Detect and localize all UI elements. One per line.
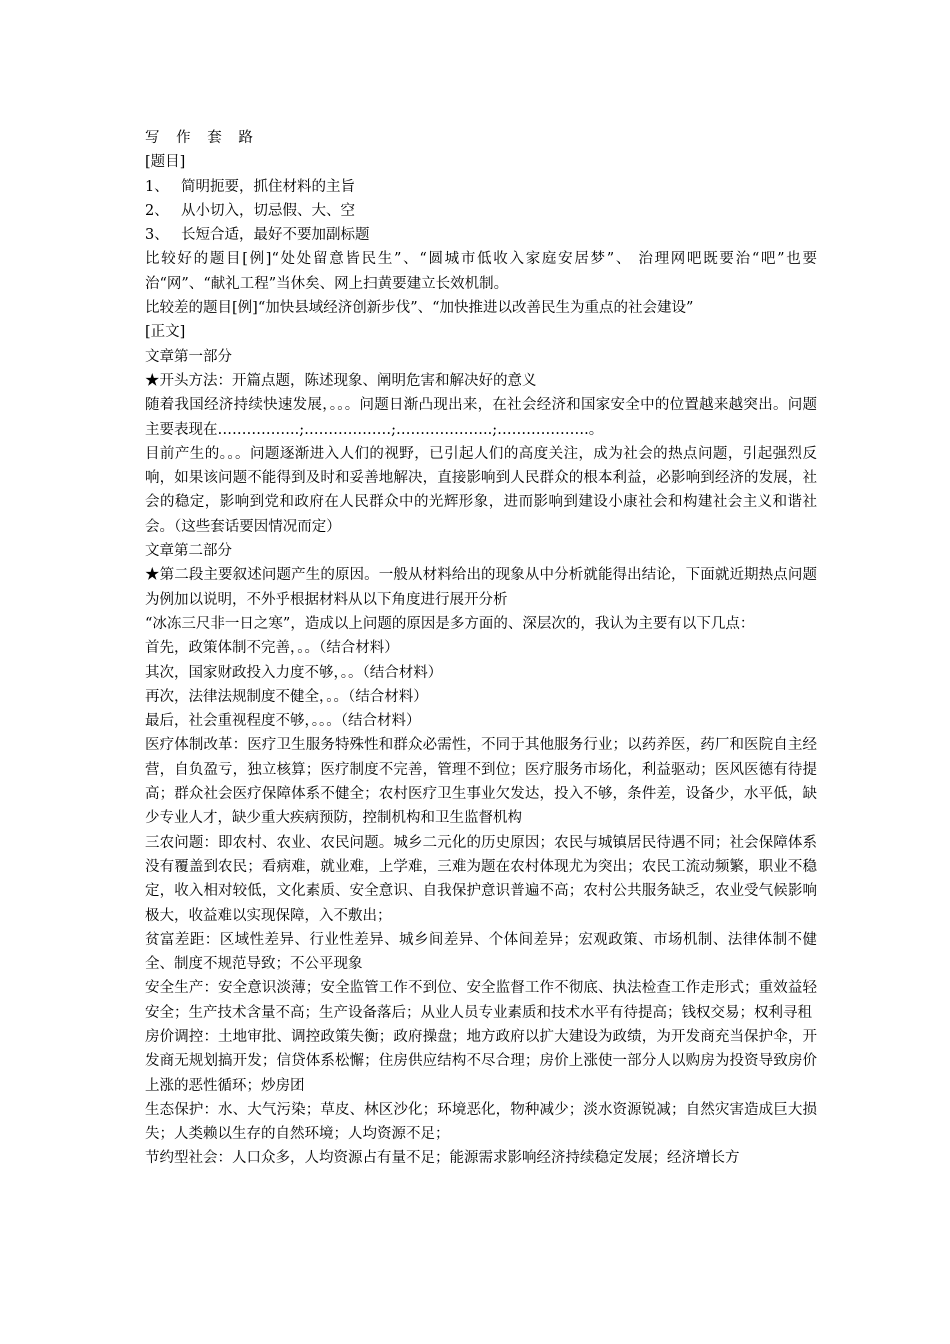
document-title: 写 作 套 路 — [145, 130, 259, 146]
list-number: 3、 — [145, 227, 169, 244]
bad-title-examples: 比较差的题目[例]“加快县域经济创新步伐”、“加快推进以改善民生为重点的社会建设” — [145, 300, 694, 317]
document-body — [145, 126, 817, 1171]
topic-three-rural: 三农问题：即农村、农业、农民问题。城乡二元化的历史原因；农民与城镇居民待遇不同；社会保障体系没有覆盖到农民；看病难，就业难，上学难，三难为题在农村体现尤为突出；农民工流动频繁，职业不稳定，收入相对较低，文化素质、安全意识、自我保护意识普遍不高；农村公共服务缺乏，农业受气候影响极大，收益难以实现保障，入不敷出； — [145, 834, 817, 924]
list-item — [145, 175, 817, 199]
second-paragraph-method: ★第二段主要叙述问题产生的原因。一般从材料给出的现象从中分析就能得出结论，下面就近期热点问题为例加以说明，不外乎根据材料从以下角度进行展开分析 — [145, 567, 817, 608]
paragraph: 目前产生的。。。问题逐渐进入人们的视野，已引起人们的高度关注，成为社会的热点问题，引起强烈反响，如果该问题不能得到及时和妥善地解决，直接影响到人民群众的根本利益，必影响到经济的发展，社会的稳定，影响到党和政府在人民群众中的光辉形象，进而影响到建设小康社会和构建社会主义和谐社会。（这些套话要因情况而定） — [145, 445, 817, 535]
opening-method: ★开头方法：开篇点题，陈述现象、阐明危害和解决好的意义 — [145, 372, 537, 389]
topic-safety-production: 安全生产：安全意识淡薄；安全监管工作不到位、安全监督工作不彻底、执法检查工作走形式；重效益轻安全；生产技术含量不高；生产设备落后；从业人员专业素质和技术水平有待提高；钱权交易；权利寻租 — [145, 980, 817, 1021]
part-two-heading: 文章第二部分 — [145, 543, 232, 560]
topic-medical-reform: 医疗体制改革：医疗卫生服务特殊性和群众必需性，不同于其他服务行业；以药养医，药厂和医院自主经营，自负盈亏，独立核算；医疗制度不完善，管理不到位；医疗服务市场化，利益驱动；医风医德有待提高；群众社会医疗保障体系不健全；农村医疗卫生事业欠发达，投入不够，条件差，设备少，水平低，缺少专业人才，缺少重大疾病预防，控制机构和卫生监督机构 — [145, 737, 817, 827]
paragraph: 随着我国经济持续快速发展，。。。问题日渐凸现出来，在社会经济和国家安全中的位置越来越突出。问题主要表现在……………..;………………;………………..;……………….。 — [145, 397, 817, 438]
good-title-examples: 比较好的题目[例]“处处留意皆民生”、“圆城市低收入家庭安居梦”、 治理网吧既要治“吧”也要治“网”、“献礼工程”当休矣、网上扫黄要建立长效机制。 — [145, 251, 817, 292]
list-item — [145, 199, 817, 223]
topic-ecology: 生态保护：水、大气污染；草皮、林区沙化；环境恶化，物种减少；淡水资源锐减；自然灾害造成巨大损失；人类赖以生存的自然环境；人均资源不足； — [145, 1101, 817, 1143]
paragraph: “冰冻三尺非一日之寒”，造成以上问题的原因是多方面的、深层次的，我认为主要有以下几点： — [145, 615, 755, 632]
reason-third: 再次，法律法规制度不健全，。。（结合材料） — [145, 688, 428, 705]
list-text: 简明扼要，抓住材料的主旨 — [181, 178, 355, 195]
topic-wealth-gap: 贫富差距：区域性差异、行业性差异、城乡间差异、个体间差异；宏观政策、市场机制、法律体制不健全、制度不规范导致；不公平现象 — [145, 931, 817, 973]
list-number: 1、 — [145, 178, 169, 195]
reason-first: 首先，政策体制不完善，。。（结合材料） — [145, 640, 399, 657]
reason-second: 其次，国家财政投入力度不够，。。（结合材料） — [145, 664, 443, 681]
topic-housing-price: 房价调控：土地审批、调控政策失衡；政府操盘；地方政府以扩大建设为政绩，为开发商充当保护伞，开发商无规划搞开发；信贷体系松懈；住房供应结构不尽合理；房价上涨使一部分人以购房为投资导致房价上涨的恶性循环；炒房团 — [145, 1028, 817, 1094]
part-one-heading: 文章第一部分 — [145, 348, 232, 365]
topic-conservation-society: 节约型社会：人口众多，人均资源占有量不足；能源需求影响经济持续稳定发展；经济增长方 — [145, 1150, 740, 1167]
list-text: 长短合适，最好不要加副标题 — [181, 227, 370, 244]
list-text: 从小切入，切忌假、大、空 — [181, 202, 355, 219]
section-label-title: [题目] — [145, 154, 186, 171]
reason-last: 最后，社会重视程度不够，。。。（结合材料） — [145, 713, 421, 730]
list-item — [145, 223, 817, 247]
list-number: 2、 — [145, 202, 169, 219]
section-label-body: [正文] — [145, 324, 186, 341]
